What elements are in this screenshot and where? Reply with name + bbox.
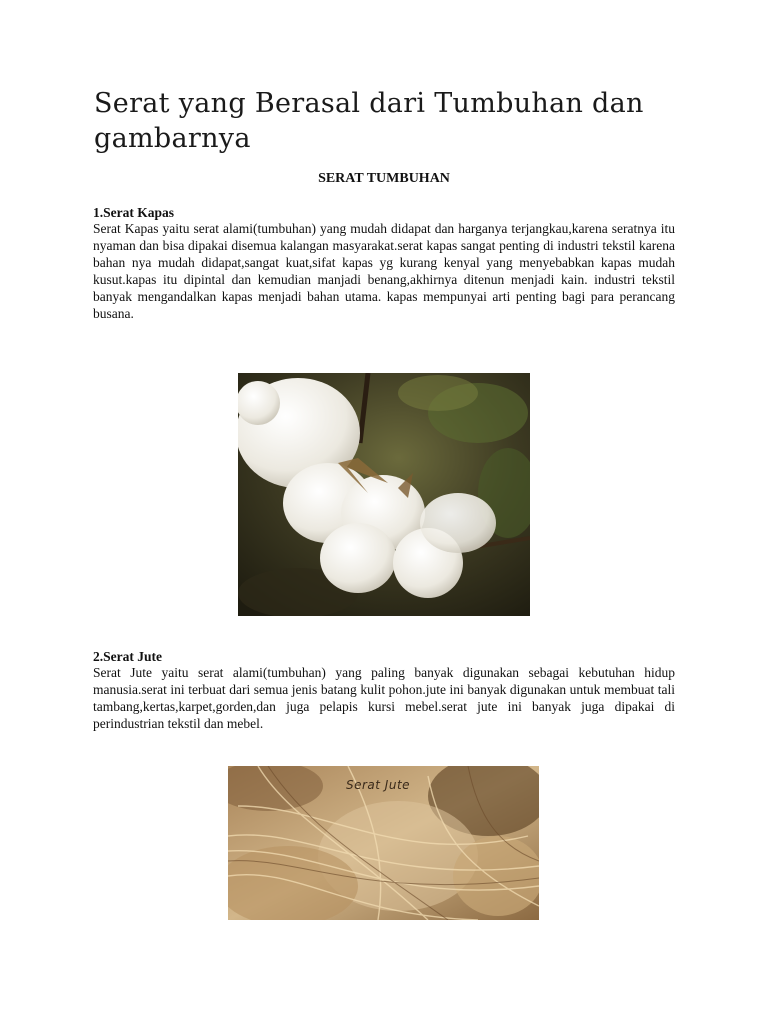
jute-photo bbox=[228, 766, 539, 920]
main-heading: SERAT TUMBUHAN bbox=[318, 171, 450, 186]
section-body-jute: Serat Jute yaitu serat alami(tumbuhan) yang paling banyak digunakan sebagai kebutuhan hidup manusia.serat ini terbuat dari semua jenis batang kulit pohon.jute ini banyak digunakan untuk membuat tali tambang,kertas,karpet,gorden,dan juga pelapis kursi mebel.serat jute ini banyak juga dipakai di perindustrian tekstil dan mebel. bbox=[93, 665, 675, 731]
section-heading-kapas: 1.Serat Kapas bbox=[93, 205, 174, 220]
document-title: Serat yang Berasal dari Tumbuhan dan gambarnya bbox=[94, 88, 644, 154]
cotton-illustration bbox=[238, 373, 530, 616]
jute-image-caption: Serat Jute bbox=[346, 778, 411, 792]
section-heading-jute: 2.Serat Jute bbox=[93, 649, 162, 664]
section-body-kapas: Serat Kapas yaitu serat alami(tumbuhan) yang mudah didapat dan harganya terjangkau,karena seratnya itu nyaman dan bisa dipakai disemua kalangan masyarakat.serat kapas sangat penting di industri tekstil karena bahan nya mudah didapat,sangat kuat,sifat kapas yg kurang kenyal yang menyebabkan kapas mudah kusut.kapas itu dipintal dan kemudian manjadi benang,akhirnya ditenun menjadi kain. industri tekstil banyak mengandalkan kapas menjadi bahan utama. kapas mempunyai arti penting bagi para perancang busana. bbox=[93, 221, 675, 321]
cotton-photo bbox=[238, 373, 530, 616]
